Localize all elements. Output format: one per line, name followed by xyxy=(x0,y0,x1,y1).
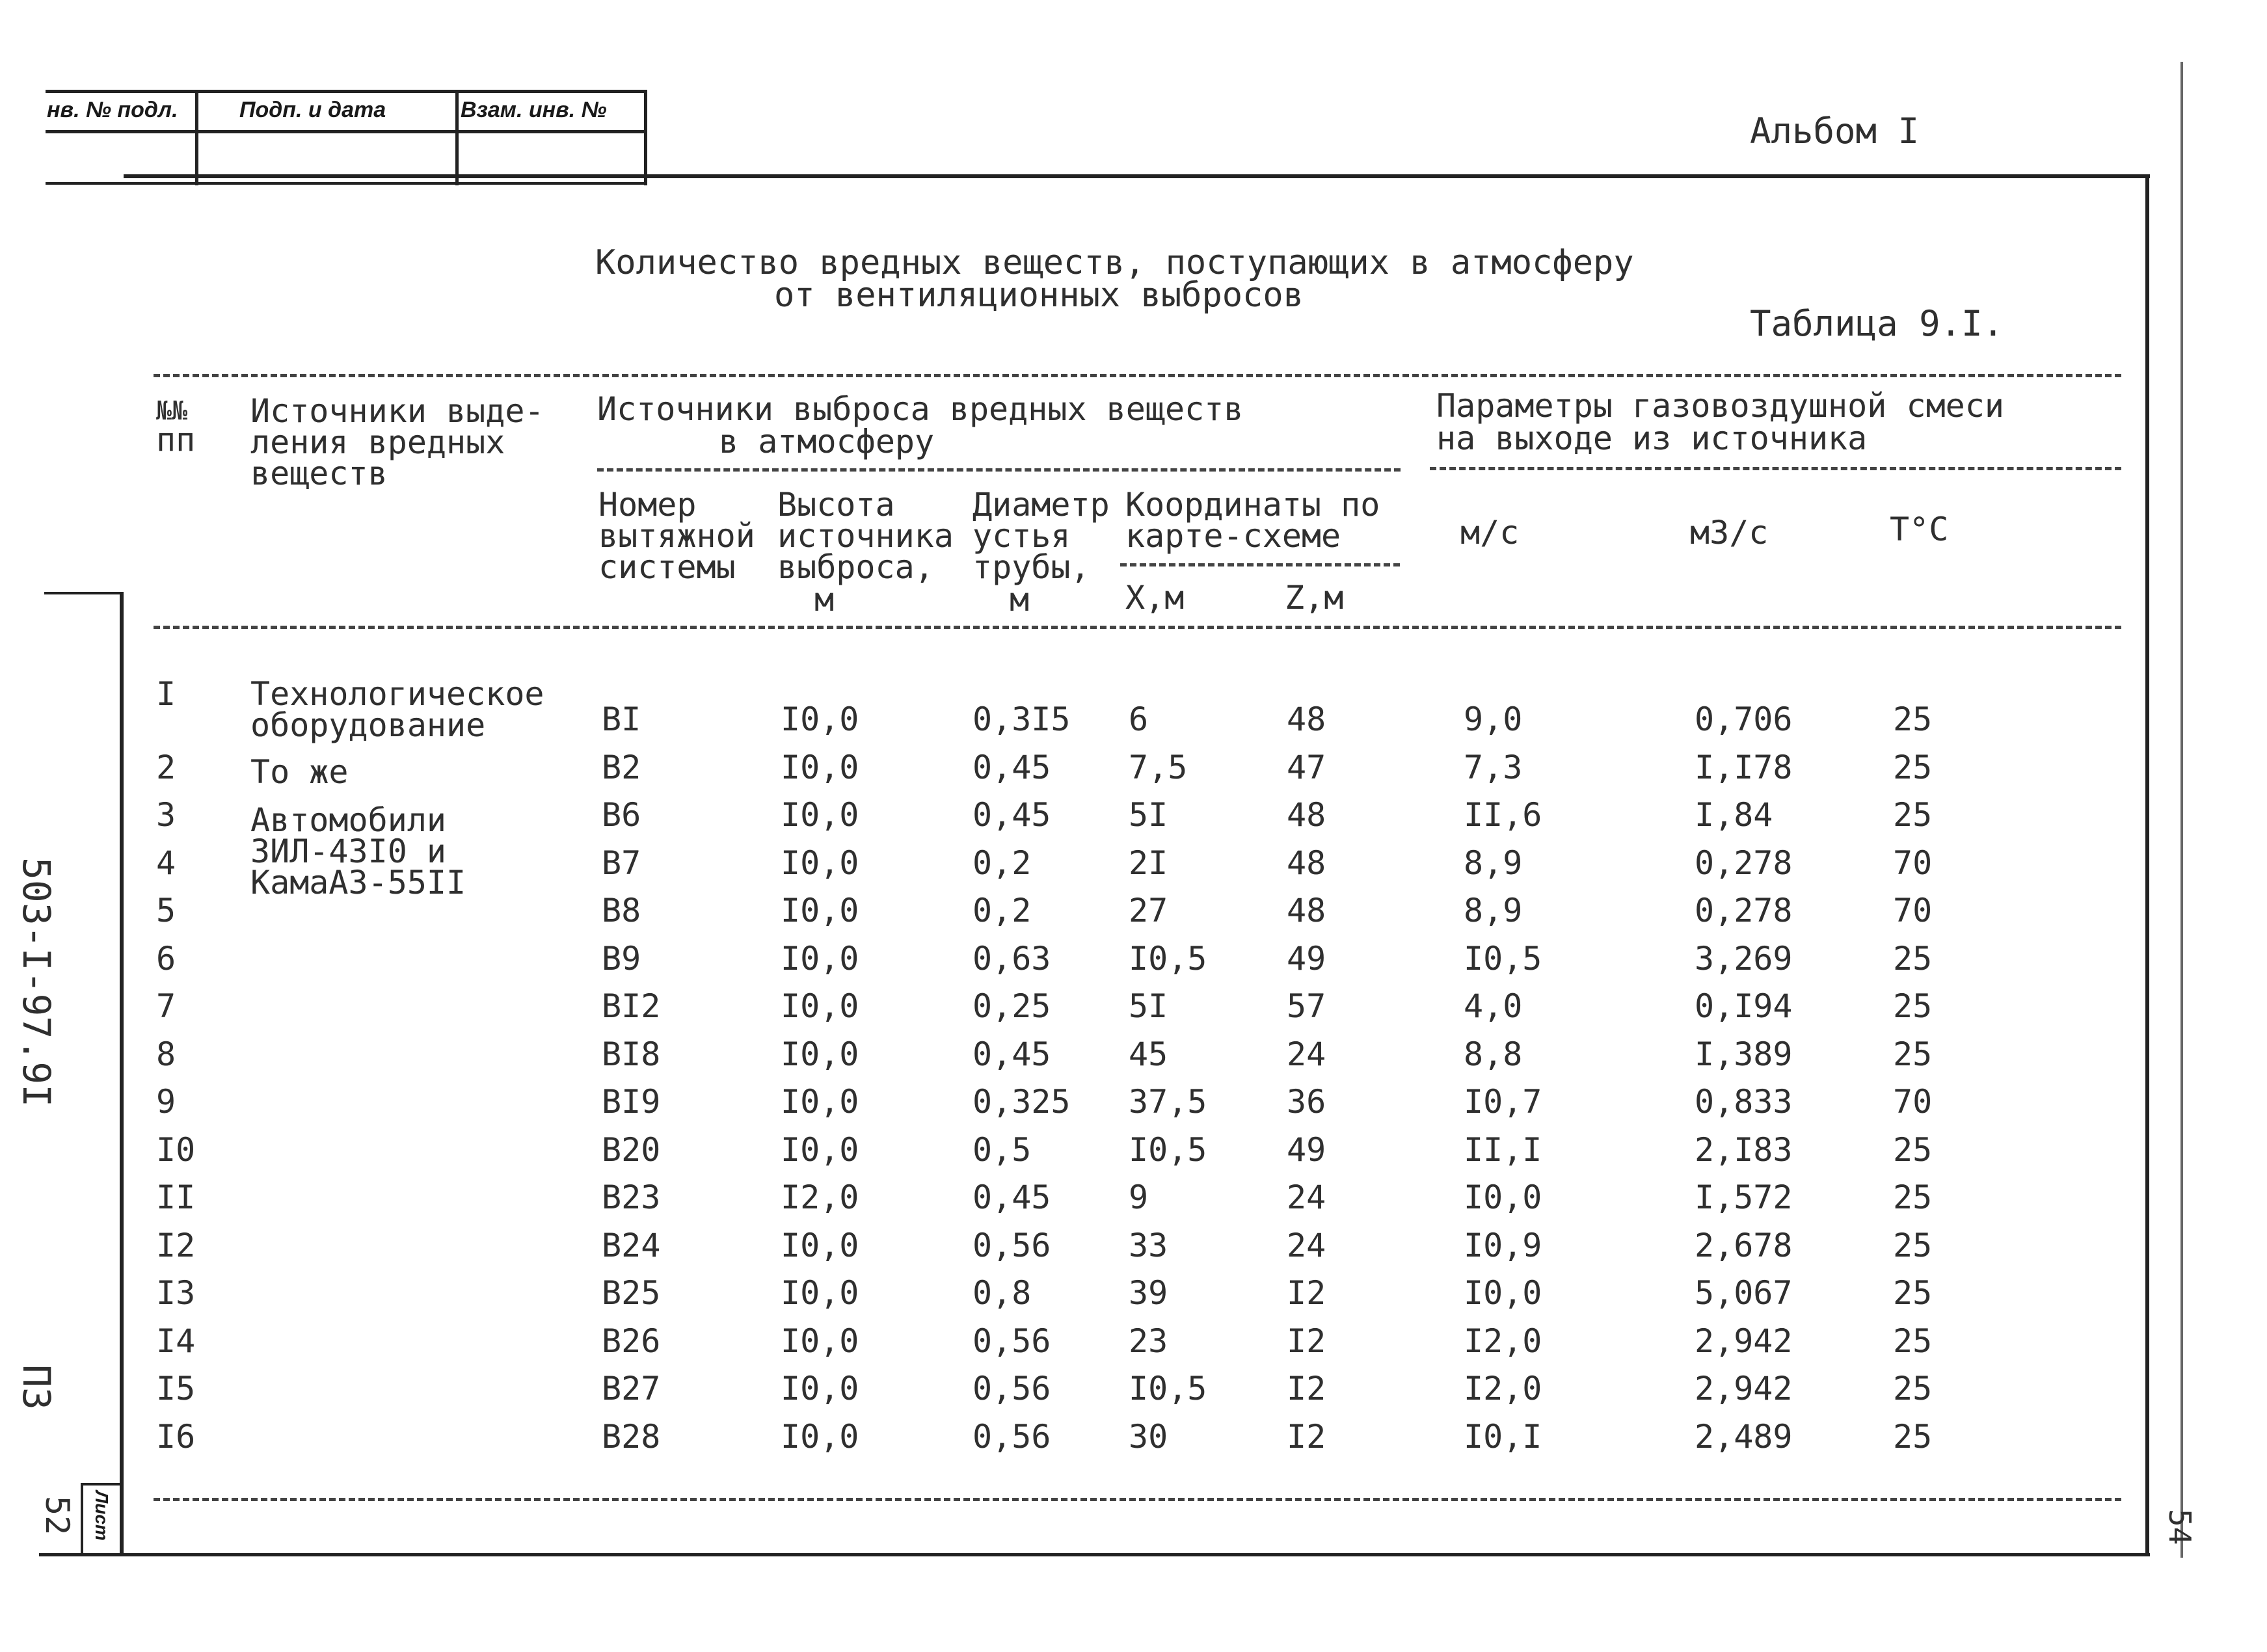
page-edge xyxy=(2180,62,2183,1558)
cell-height: I0,0 xyxy=(781,1418,859,1456)
header-velocity: м/с xyxy=(1460,514,1520,552)
cell-volume: I,84 xyxy=(1695,796,1773,834)
cell-num: 2 xyxy=(156,749,176,786)
header-diameter-2: устья xyxy=(973,517,1071,555)
cell-z: I2 xyxy=(1287,1274,1326,1312)
cell-height: I0,0 xyxy=(781,1083,859,1121)
source-3-line-1: Автомобили xyxy=(250,801,447,839)
header-x: Х,м xyxy=(1125,579,1185,617)
cell-x: 9 xyxy=(1129,1179,1149,1216)
cell-temp: 25 xyxy=(1893,1035,1933,1073)
header-volume: м3/с xyxy=(1690,514,1769,552)
cell-system: B27 xyxy=(602,1370,661,1407)
cell-diameter: 0,25 xyxy=(973,987,1051,1025)
cell-height: I0,0 xyxy=(781,844,859,882)
cell-temp: 70 xyxy=(1893,1083,1933,1121)
cell-system: B20 xyxy=(602,1131,661,1169)
header-diameter-1: Диаметр xyxy=(973,486,1110,524)
cell-system: B25 xyxy=(602,1274,661,1312)
cell-system: B24 xyxy=(602,1227,661,1264)
cell-z: 57 xyxy=(1287,987,1326,1025)
source-1-line-2: оборудование xyxy=(250,706,486,744)
cell-system: B2 xyxy=(602,749,641,786)
cell-temp: 25 xyxy=(1893,1274,1933,1312)
cell-diameter: 0,63 xyxy=(973,940,1051,978)
cell-volume: 5,067 xyxy=(1695,1274,1793,1312)
cell-height: I0,0 xyxy=(781,1370,859,1407)
cell-x: 23 xyxy=(1129,1322,1168,1360)
header-coords-2: карте-схеме xyxy=(1125,517,1341,555)
header-coords-1: Координаты по xyxy=(1125,486,1380,524)
cell-system: BI9 xyxy=(602,1083,661,1121)
cell-volume: 2,942 xyxy=(1695,1322,1793,1360)
cell-num: I6 xyxy=(156,1418,196,1456)
cell-x: 2I xyxy=(1129,844,1168,882)
header-diameter-3: трубы, xyxy=(973,548,1090,586)
sheet-label: Лист xyxy=(92,1491,112,1541)
source-1-line-1: Технологическое xyxy=(250,675,544,713)
cell-num: II xyxy=(156,1179,196,1216)
sheet-number: 52 xyxy=(38,1496,76,1536)
cell-volume: 2,I83 xyxy=(1695,1131,1793,1169)
cell-x: I0,5 xyxy=(1129,1131,1207,1169)
cell-temp: 25 xyxy=(1893,987,1933,1025)
cell-system: B8 xyxy=(602,892,641,929)
cell-velocity: I2,0 xyxy=(1464,1370,1542,1407)
cell-num: I0 xyxy=(156,1131,196,1169)
cell-temp: 70 xyxy=(1893,844,1933,882)
cell-num: I3 xyxy=(156,1274,196,1312)
frame-bottom xyxy=(39,1553,2150,1556)
cell-velocity: I0,5 xyxy=(1464,940,1542,978)
frame-left xyxy=(120,592,124,1554)
cell-height: I0,0 xyxy=(781,892,859,929)
cell-velocity: I0,7 xyxy=(1464,1083,1542,1121)
emission-group-rule xyxy=(597,468,1401,472)
header-source-3: веществ xyxy=(250,455,388,492)
header-source-1: Источники выде- xyxy=(250,392,544,430)
cell-volume: 2,678 xyxy=(1695,1227,1793,1264)
header-num-1: №№ xyxy=(156,396,188,426)
cell-z: 48 xyxy=(1287,796,1326,834)
cell-z: 24 xyxy=(1287,1179,1326,1216)
side-doc-code: 503-I-97.9I xyxy=(14,857,59,1108)
cell-velocity: I0,I xyxy=(1464,1418,1542,1456)
cell-height: I0,0 xyxy=(781,749,859,786)
cell-z: 24 xyxy=(1287,1035,1326,1073)
cell-velocity: 8,9 xyxy=(1464,892,1523,929)
header-height-3: выброса, xyxy=(777,548,934,586)
cell-velocity: I0,9 xyxy=(1464,1227,1542,1264)
header-source-2: ления вредных xyxy=(250,423,505,461)
cell-velocity: I2,0 xyxy=(1464,1322,1542,1360)
cell-velocity: 7,3 xyxy=(1464,749,1523,786)
cell-diameter: 0,3I5 xyxy=(973,700,1071,738)
header-top-rule xyxy=(154,374,2121,377)
header-height-4: м xyxy=(814,581,835,619)
header-height-2: источника xyxy=(777,517,954,555)
cell-num: 5 xyxy=(156,892,176,929)
cell-system: B9 xyxy=(602,940,641,978)
cell-diameter: 0,56 xyxy=(973,1227,1051,1264)
cell-volume: I,I78 xyxy=(1695,749,1793,786)
title-line-1: Количество вредных веществ, поступающих в атмосферу xyxy=(595,243,1634,282)
header-params-2: на выходе из источника xyxy=(1436,420,1868,457)
cell-temp: 70 xyxy=(1893,892,1933,929)
cell-num: I4 xyxy=(156,1322,196,1360)
cell-x: 39 xyxy=(1129,1274,1168,1312)
cell-x: I0,5 xyxy=(1129,940,1207,978)
header-temp: Т°С xyxy=(1890,511,1949,548)
cell-x: 27 xyxy=(1129,892,1168,929)
cell-x: 45 xyxy=(1129,1035,1168,1073)
cell-temp: 25 xyxy=(1893,1131,1933,1169)
cell-system: B28 xyxy=(602,1418,661,1456)
header-num-2: пп xyxy=(156,421,196,459)
cell-z: 48 xyxy=(1287,844,1326,882)
title-line-2: от вентиляционных выбросов xyxy=(774,276,1304,315)
cell-velocity: 9,0 xyxy=(1464,700,1523,738)
source-3-line-3: КамаАЗ-55II xyxy=(250,864,466,901)
cell-x: 5I xyxy=(1129,987,1168,1025)
cell-height: I0,0 xyxy=(781,940,859,978)
cell-z: 48 xyxy=(1287,892,1326,929)
cell-velocity: II,6 xyxy=(1464,796,1542,834)
stamp-replace-inv: Взам. инв. № xyxy=(461,98,607,122)
source-3-line-2: ЗИЛ-43I0 и xyxy=(250,833,447,870)
cell-num: I2 xyxy=(156,1227,196,1264)
cell-diameter: 0,45 xyxy=(973,749,1051,786)
cell-num: 3 xyxy=(156,796,176,834)
table-label: Таблица 9.I. xyxy=(1750,303,2004,344)
cell-x: 37,5 xyxy=(1129,1083,1207,1121)
cell-height: I0,0 xyxy=(781,1131,859,1169)
cell-z: 49 xyxy=(1287,940,1326,978)
cell-num: I xyxy=(156,675,176,713)
header-system-1: Номер xyxy=(598,486,697,524)
cell-height: I0,0 xyxy=(781,1035,859,1073)
cell-diameter: 0,325 xyxy=(973,1083,1071,1121)
cell-volume: 2,489 xyxy=(1695,1418,1793,1456)
cell-num: 4 xyxy=(156,844,176,882)
cell-height: I0,0 xyxy=(781,700,859,738)
cell-volume: 0,I94 xyxy=(1695,987,1793,1025)
header-params-1: Параметры газовоздушной смеси xyxy=(1436,387,2004,425)
cell-z: 24 xyxy=(1287,1227,1326,1264)
stamp-bottom-border xyxy=(46,182,647,185)
cell-system: B23 xyxy=(602,1179,661,1216)
cell-diameter: 0,56 xyxy=(973,1322,1051,1360)
cell-temp: 25 xyxy=(1893,749,1933,786)
cell-diameter: 0,45 xyxy=(973,796,1051,834)
params-group-rule xyxy=(1430,467,2121,470)
cell-system: BI8 xyxy=(602,1035,661,1073)
header-emission-2: в атмосферу xyxy=(719,423,935,460)
cell-z: 47 xyxy=(1287,749,1326,786)
stamp-divider-1 xyxy=(195,91,198,185)
stamp-sign-date: Подп. и дата xyxy=(239,98,386,122)
cell-height: I0,0 xyxy=(781,796,859,834)
cell-volume: I,389 xyxy=(1695,1035,1793,1073)
cell-diameter: 0,45 xyxy=(973,1035,1051,1073)
cell-num: 8 xyxy=(156,1035,176,1073)
cell-temp: 25 xyxy=(1893,1418,1933,1456)
cell-z: I2 xyxy=(1287,1370,1326,1407)
cell-x: 6 xyxy=(1129,700,1149,738)
cell-velocity: II,I xyxy=(1464,1131,1542,1169)
cell-num: 6 xyxy=(156,940,176,978)
cell-z: I2 xyxy=(1287,1418,1326,1456)
side-section: ПЗ xyxy=(14,1365,59,1410)
cell-diameter: 0,45 xyxy=(973,1179,1051,1216)
cell-temp: 25 xyxy=(1893,1322,1933,1360)
cell-diameter: 0,56 xyxy=(973,1370,1051,1407)
frame-right xyxy=(2145,174,2149,1553)
header-system-3: системы xyxy=(598,548,736,586)
sheet-box-top xyxy=(81,1483,120,1485)
cell-diameter: 0,5 xyxy=(973,1131,1032,1169)
cell-velocity: I0,0 xyxy=(1464,1179,1542,1216)
cell-x: I0,5 xyxy=(1129,1370,1207,1407)
cell-system: B6 xyxy=(602,796,641,834)
cell-x: 7,5 xyxy=(1129,749,1188,786)
cell-temp: 25 xyxy=(1893,700,1933,738)
cell-height: I0,0 xyxy=(781,987,859,1025)
cell-height: I0,0 xyxy=(781,1322,859,1360)
cell-volume: 0,833 xyxy=(1695,1083,1793,1121)
sheet-box-divider xyxy=(81,1483,83,1554)
cell-z: 49 xyxy=(1287,1131,1326,1169)
cell-volume: 0,706 xyxy=(1695,700,1793,738)
cell-z: 48 xyxy=(1287,700,1326,738)
cell-num: 9 xyxy=(156,1083,176,1121)
cell-system: B26 xyxy=(602,1322,661,1360)
cell-diameter: 0,2 xyxy=(973,844,1032,882)
cell-velocity: 4,0 xyxy=(1464,987,1523,1025)
stamp-mid-border xyxy=(46,130,647,133)
cell-z: 36 xyxy=(1287,1083,1326,1121)
stamp-top-border xyxy=(46,90,647,93)
cell-volume: 0,278 xyxy=(1695,844,1793,882)
header-height-1: Высота xyxy=(777,486,895,524)
album-label: Альбом I xyxy=(1750,111,1920,152)
side-strip-top xyxy=(44,592,122,594)
cell-velocity: I0,0 xyxy=(1464,1274,1542,1312)
frame-top xyxy=(124,174,2150,178)
cell-temp: 25 xyxy=(1893,1370,1933,1407)
cell-x: 30 xyxy=(1129,1418,1168,1456)
cell-x: 33 xyxy=(1129,1227,1168,1264)
cell-diameter: 0,2 xyxy=(973,892,1032,929)
cell-num: 7 xyxy=(156,987,176,1025)
cell-volume: 0,278 xyxy=(1695,892,1793,929)
cell-x: 5I xyxy=(1129,796,1168,834)
cell-temp: 25 xyxy=(1893,796,1933,834)
page-number: 54 xyxy=(2162,1509,2197,1545)
header-system-2: вытяжной xyxy=(598,517,755,555)
cell-num: I5 xyxy=(156,1370,196,1407)
header-diameter-4: м xyxy=(1010,581,1030,619)
header-z: Z,м xyxy=(1285,579,1344,617)
stamp-divider-3 xyxy=(644,91,647,185)
cell-velocity: 8,8 xyxy=(1464,1035,1523,1073)
cell-system: BI2 xyxy=(602,987,661,1025)
stamp-inv-no: нв. № подл. xyxy=(47,98,178,122)
cell-diameter: 0,56 xyxy=(973,1418,1051,1456)
cell-volume: 3,269 xyxy=(1695,940,1793,978)
cell-height: I0,0 xyxy=(781,1274,859,1312)
cell-volume: 2,942 xyxy=(1695,1370,1793,1407)
header-emission-1: Источники выброса вредных веществ xyxy=(597,390,1244,428)
cell-system: BI xyxy=(602,700,641,738)
table-bottom-rule xyxy=(154,1498,2121,1501)
cell-temp: 25 xyxy=(1893,1227,1933,1264)
cell-height: I0,0 xyxy=(781,1227,859,1264)
cell-volume: I,572 xyxy=(1695,1179,1793,1216)
cell-temp: 25 xyxy=(1893,940,1933,978)
source-2-line-1: То же xyxy=(250,753,349,791)
cell-velocity: 8,9 xyxy=(1464,844,1523,882)
cell-z: I2 xyxy=(1287,1322,1326,1360)
header-bottom-rule xyxy=(154,626,2121,629)
cell-height: I2,0 xyxy=(781,1179,859,1216)
coords-rule xyxy=(1120,563,1400,566)
stamp-divider-2 xyxy=(455,91,459,185)
cell-system: B7 xyxy=(602,844,641,882)
cell-diameter: 0,8 xyxy=(973,1274,1032,1312)
cell-temp: 25 xyxy=(1893,1179,1933,1216)
